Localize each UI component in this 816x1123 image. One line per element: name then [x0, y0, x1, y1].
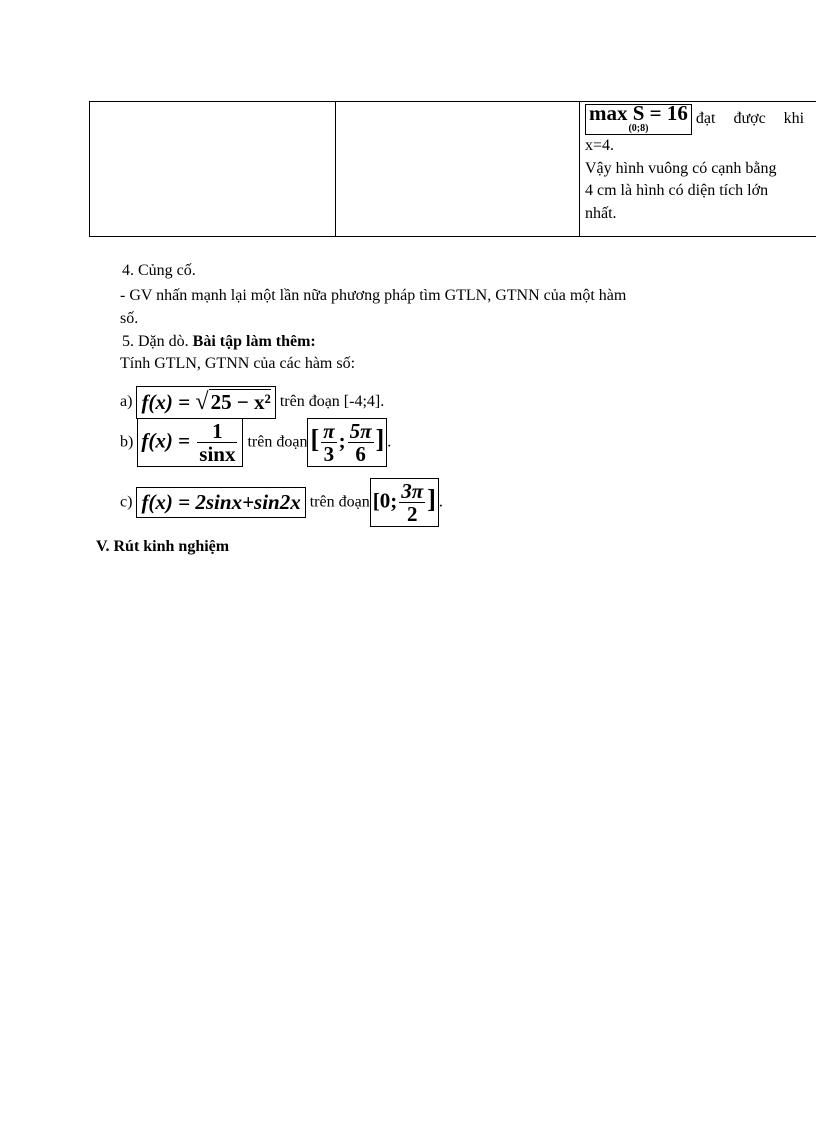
exercise-a-label: a) — [120, 393, 133, 411]
exercise-c-end: . — [438, 493, 443, 511]
exercise-c-formula — [136, 487, 305, 518]
cell-text-line-2: x=4. — [585, 137, 615, 154]
section-5-heading — [122, 333, 316, 351]
exercise-a-lhs: f(x) = — [141, 390, 196, 414]
exercise-c-interval — [370, 478, 439, 527]
section-4-heading: 4. Củng cố. — [122, 262, 196, 279]
exercise-b-5pi-den: 6 — [355, 442, 366, 466]
exercise-a-formula: f(x) = √25 − x² — [136, 386, 275, 419]
section-4-text-2: số. — [120, 310, 139, 327]
exercise-c-close: ] — [427, 484, 436, 514]
exercise-b-5pi-num: 5π — [349, 419, 372, 443]
exercise-b-interval — [307, 418, 387, 467]
exercise-b-formula — [137, 418, 243, 467]
table-cell-conclusion — [585, 101, 816, 225]
exercise-a-radicand: 25 − x² — [210, 390, 271, 414]
cell-text-line-5: nhất. — [585, 204, 617, 222]
exercise-b-close: ] — [375, 424, 385, 454]
exercise-b-range: trên đoạn — [247, 433, 308, 451]
cell-text-line-3: Vậy hình vuông có cạnh bằng — [585, 159, 777, 177]
max-s-subscript: (0;8) — [628, 123, 649, 134]
max-s-formula — [585, 101, 692, 135]
table-bottom-border — [90, 236, 816, 237]
exercise-b-fraction — [197, 420, 237, 465]
exercise-c-label: c) — [120, 493, 133, 511]
cell-text-line-1: đạt được khi — [695, 110, 805, 128]
exercise-c-range: trên đoạn — [309, 493, 370, 511]
exercise-c-text: f(x) = 2sinx+sin2x — [141, 490, 301, 514]
exercise-b — [120, 418, 391, 467]
table-divider-1 — [335, 102, 336, 236]
cell-text-line-4: 4 cm là hình có diện tích lớn — [585, 182, 769, 199]
exercise-c-3pi-den: 2 — [406, 502, 418, 526]
section-5-bold: Bài tập làm thêm: — [192, 333, 316, 350]
table-divider-2 — [579, 102, 580, 236]
exercise-b-numerator: 1 — [197, 420, 237, 443]
exercise-b-end: . — [387, 433, 392, 451]
exercise-b-pi-den: 3 — [323, 442, 335, 466]
exercise-b-pi-num: π — [323, 419, 335, 443]
max-s-text: max S = 16 — [589, 101, 688, 125]
exercise-b-lhs: f(x) = — [141, 428, 196, 453]
exercise-b-label: b) — [120, 433, 134, 451]
exercise-a-range: trên đoạn [-4;4]. — [279, 393, 385, 411]
section-5-prefix: 5. Dặn dò. — [122, 333, 193, 350]
section-4-text-1: - GV nhấn mạnh lại một lần nữa phương pháp tìm GTLN, GTNN của một hàm — [120, 287, 627, 304]
exercise-b-denominator: sinx — [199, 442, 236, 466]
exercise-c-3pi-num: 3π — [401, 479, 424, 503]
exercise-b-sep: ; — [338, 428, 346, 453]
exercise-b-open: [ — [310, 424, 320, 454]
section-5-intro: Tính GTLN, GTNN của các hàm số: — [120, 355, 356, 372]
section-v-heading: V. Rút kinh nghiệm — [96, 538, 230, 555]
exercise-c-open: [0; — [372, 488, 398, 513]
exercise-a — [120, 386, 384, 419]
exercise-c — [120, 478, 443, 527]
